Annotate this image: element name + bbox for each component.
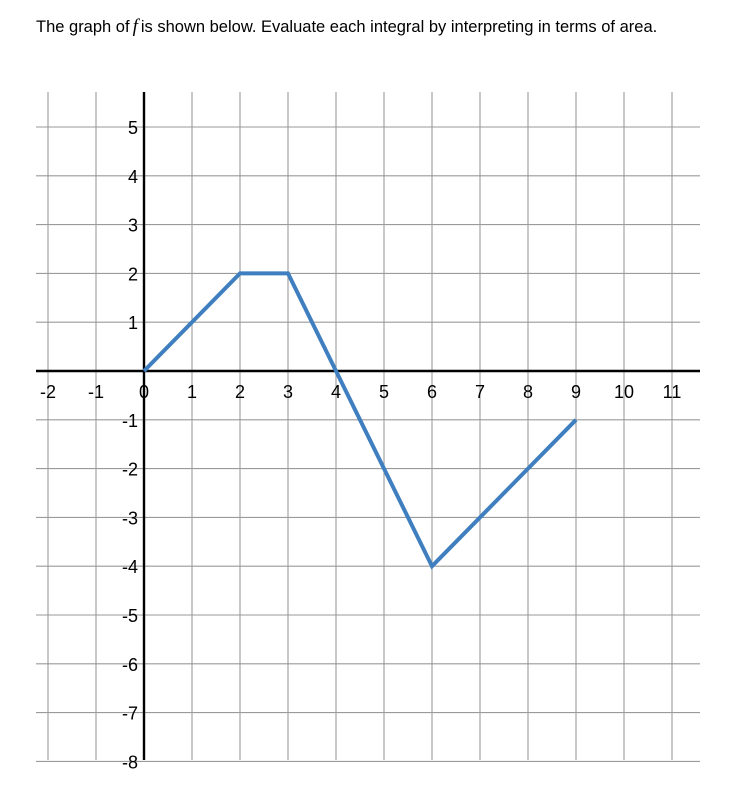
y-tick-label: -1 xyxy=(121,410,138,431)
y-tick-label: 3 xyxy=(127,215,138,236)
x-tick-label: -2 xyxy=(39,382,57,402)
y-tick-label: -5 xyxy=(121,606,138,626)
x-tick-label: 2 xyxy=(234,382,246,402)
x-tick-label: 5 xyxy=(378,382,390,402)
x-tick-label: 0 xyxy=(138,382,150,402)
y-tick-label: 1 xyxy=(127,313,138,334)
x-tick-label: 11 xyxy=(662,382,682,402)
y-tick-label: -8 xyxy=(121,752,138,773)
x-tick-label: 7 xyxy=(474,382,486,402)
x-tick-label: 4 xyxy=(330,382,342,402)
x-tick-label: -1 xyxy=(87,382,105,402)
y-tick-label: -4 xyxy=(121,557,138,578)
prompt-text-before: The graph of xyxy=(36,18,130,36)
y-tick-label: -7 xyxy=(121,703,138,724)
x-tick-label: 9 xyxy=(570,382,582,402)
x-tick-label: 3 xyxy=(282,382,294,402)
x-tick-label: 10 xyxy=(613,382,635,402)
y-tick-label: 5 xyxy=(127,118,138,138)
x-tick-label: 6 xyxy=(426,382,438,402)
x-tick-label: 1 xyxy=(186,382,198,402)
x-tick-labels xyxy=(40,382,681,402)
function-symbol: f xyxy=(132,16,138,37)
y-tick-label: -6 xyxy=(121,654,138,675)
y-tick-label: -2 xyxy=(121,459,138,480)
x-tick-label: 8 xyxy=(522,382,534,402)
y-tick-labels xyxy=(122,118,138,772)
prompt-text-after: is shown below. Evaluate each integral by interpreting in terms of area. xyxy=(140,18,658,36)
y-tick-label: -3 xyxy=(121,508,138,529)
y-tick-label: 2 xyxy=(127,264,138,285)
y-tick-label: 4 xyxy=(127,166,138,187)
